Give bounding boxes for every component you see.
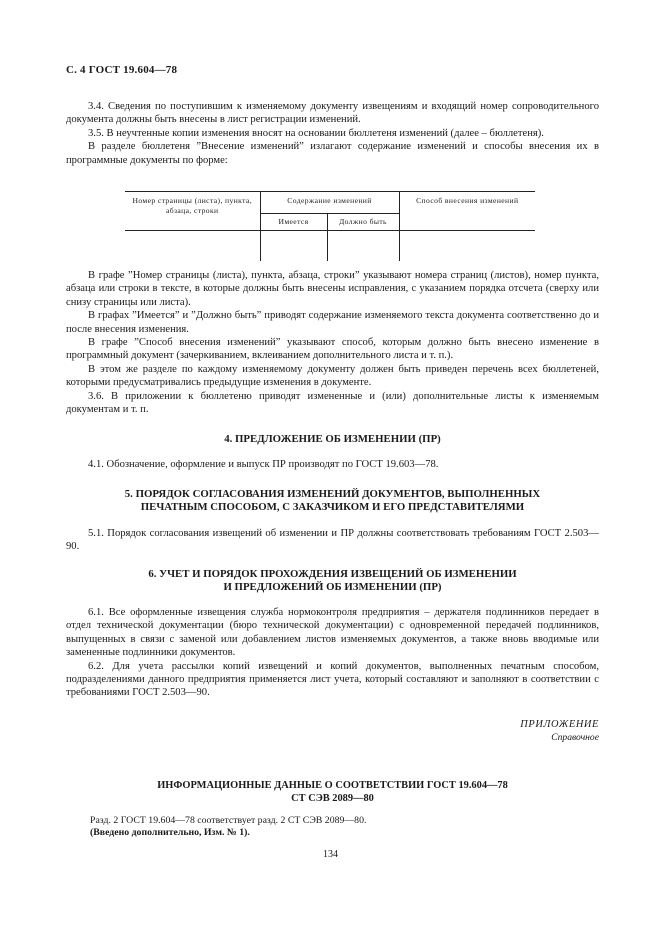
paragraph-3-4: 3.4. Сведения по поступившим к изменяемому документу извещениям и входящий номер сопроводительного документа должны быть внесены в лист регистрации изменений. bbox=[66, 101, 599, 126]
table-header-method: Способ внесения изменений bbox=[399, 192, 535, 231]
table-header-should-be: Должно быть bbox=[327, 214, 399, 231]
paragraph-bulletins-list: В этом же разделе по каждому изменяемому документу должен быть приведен перечень всех бюллетеней, которыми предусматривались предыдущие изменения в документе. bbox=[66, 363, 599, 389]
paragraph-6-1: 6.1. Все оформленные извещения служба нормоконтроля предприятия – держателя подлинников передает в отдел технической документации (бюро технической документации) с одновременной передачей подлинников, выпущенных в связи с заменой или добавлением листов изменяемых документов, а также вновь вводимые или замененные подлинники документов. bbox=[66, 607, 599, 659]
table-cell bbox=[125, 231, 260, 262]
info-line-correspondence: Разд. 2 ГОСТ 19.604—78 соответствует разд. 2 СТ СЭВ 2089—80. bbox=[90, 815, 367, 826]
paragraph-column-method: В графе ”Способ внесения изменений” указывают способ, которым должно быть внесено изменение в программный документ (зачеркиванием, вклеиванием дополнительного листа и т. п.). bbox=[66, 337, 599, 362]
paragraph-6-2: 6.2. Для учета рассылки копий извещений и копий документов, выполненных печатным способом, подразделениями данного предприятия применяется лист учета, который составляют и заполняют в соответствии с требованиями ГОСТ 2.503—90. bbox=[66, 660, 599, 699]
section-5-block bbox=[66, 527, 599, 554]
appendix-label bbox=[520, 718, 599, 745]
paragraph-column-page: В графе ”Номер страницы (листа), пункта, абзаца, строки” указывают номера страниц (листов), номер пункта, абзаца или строки в тексте, в которые должны быть внесены исправления, с указанием порядка отсчета (сверху или снизу страницы или листа). bbox=[66, 270, 599, 308]
section-5-title bbox=[66, 488, 599, 514]
paragraph-3-5: 3.5. В неучтенные копии изменения вносят на основании бюллетеня изменений (далее – бюллетеня). bbox=[88, 127, 544, 139]
section-6-block bbox=[66, 606, 599, 700]
paragraph-4-1: 4.1. Обозначение, оформление и выпуск ПР производят по ГОСТ 19.603—78. bbox=[88, 459, 439, 470]
table-cell bbox=[260, 231, 327, 262]
change-form-table bbox=[125, 191, 535, 261]
page-header: С. 4 ГОСТ 19.604—78 bbox=[66, 64, 178, 76]
body-block bbox=[66, 269, 599, 416]
paragraph-5-1: 5.1. Порядок согласования извещений об изменении и ПР должны соответствовать требованиям ГОСТ 2.503—90. bbox=[66, 528, 599, 553]
section-4-title: 4. ПРЕДЛОЖЕНИЕ ОБ ИЗМЕНЕНИИ (ПР) bbox=[224, 433, 441, 445]
table-cell bbox=[399, 231, 535, 262]
section-6-title bbox=[66, 568, 599, 594]
section-5-title-line1: 5. ПОРЯДОК СОГЛАСОВАНИЯ ИЗМЕНЕНИЙ ДОКУМЕНТОВ, ВЫПОЛНЕННЫХ bbox=[124, 488, 541, 500]
info-title bbox=[66, 780, 599, 805]
section-6-title-line1: 6. УЧЕТ И ПОРЯДОК ПРОХОЖДЕНИЯ ИЗВЕЩЕНИЙ ОБ ИЗМЕНЕНИИ bbox=[148, 568, 517, 580]
paragraph-column-content: В графах ”Имеется” и ”Должно быть” приводят содержание изменяемого текста документа соответственно до и после внесения изменения. bbox=[66, 310, 599, 335]
table-header-content: Содержание изменений bbox=[260, 192, 399, 214]
info-line-amendment: (Введено дополнительно, Изм. № 1). bbox=[90, 827, 250, 839]
page-number: 134 bbox=[323, 849, 338, 860]
paragraph-form-intro: В разделе бюллетеня ”Внесение изменений” излагают содержание изменений и способы внесения их в программные документы по форме: bbox=[66, 141, 599, 166]
info-body bbox=[90, 815, 366, 840]
section-4-block bbox=[66, 458, 599, 471]
appendix-subtitle: Справочное bbox=[551, 732, 599, 744]
intro-block bbox=[66, 100, 599, 167]
table-header-existing: Имеется bbox=[260, 214, 327, 231]
paragraph-3-6: 3.6. В приложении к бюллетеню приводят измененные и (или) дополнительные листы к изменяемым документам и т. п. bbox=[66, 390, 599, 416]
table-header-page-number: Номер страницы (листа), пункта, абзаца, строки bbox=[125, 192, 260, 231]
info-title-line2: СТ СЭВ 2089—80 bbox=[291, 792, 374, 804]
info-title-line1: ИНФОРМАЦИОННЫЕ ДАННЫЕ О СООТВЕТСТВИИ ГОСТ 19.604—78 bbox=[157, 780, 508, 791]
appendix-title: ПРИЛОЖЕНИЕ bbox=[520, 719, 599, 730]
section-6-title-line2: И ПРЕДЛОЖЕНИЙ ОБ ИЗМЕНЕНИИ (ПР) bbox=[223, 581, 442, 593]
table-cell bbox=[327, 231, 399, 262]
section-5-title-line2: ПЕЧАТНЫМ СПОСОБОМ, С ЗАКАЗЧИКОМ И ЕГО ПРЕДСТАВИТЕЛЯМИ bbox=[140, 501, 525, 513]
